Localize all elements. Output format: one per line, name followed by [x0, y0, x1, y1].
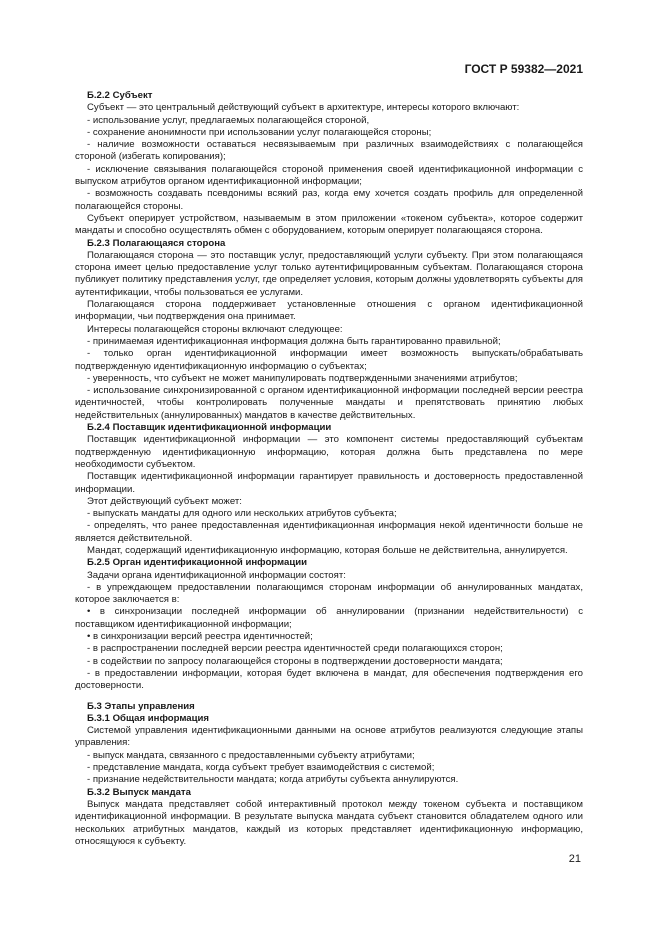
page-number: 21 [568, 853, 581, 865]
paragraph: - выпуск мандата, связанного с предоставленными субъекту атрибутами; [87, 749, 415, 761]
paragraph: Полагающаяся сторона — это поставщик услуг, предоставляющий услуги субъекту. При этом полагающаяся сторона имеет целью предоставление услуг только аутентифицированным субъектам. Полагающаяся сторона публикует политику представления услуг, где определяет условия, которым должны удовлетворять субъекты для аутентификации, чтобы пользоваться ее услугами. [75, 249, 583, 298]
paragraph: - исключение связывания полагающейся стороной применения своей идентификационной информации с выпуском атрибутов органом идентификационной информации; [75, 163, 583, 188]
paragraph: Выпуск мандата представляет собой интерактивный протокол между токеном субъекта и поставщиком идентификационной информации. В результате выпуска мандата субъект становится обладателем одного или нескольких атрибутных мандатов, каждый из которых представляет идентификационную информацию, относящуюся к субъекту. [75, 798, 583, 847]
paragraph: - представление мандата, когда субъект требует взаимодействия с системой; [87, 762, 435, 774]
section-heading: Б.3.1 Общая информация [87, 712, 210, 724]
paragraph: Системой управления идентификационными данными на основе атрибутов реализуются следующие этапы управления: [75, 725, 583, 749]
paragraph: - выпускать мандаты для одного или нескольких атрибутов субъекта; [87, 508, 397, 520]
paragraph: Задачи органа идентификационной информации состоят: [87, 569, 346, 581]
section-heading: Б.2.4 Поставщик идентификационной информации [87, 422, 332, 434]
section-heading: Б.3 Этапы управления [87, 700, 195, 712]
paragraph: - принимаемая идентификационная информация должна быть гарантированно правильной; [87, 335, 501, 347]
paragraph: - признание недействительности мандата; когда атрибуты субъекта аннулируются. [87, 774, 459, 786]
paragraph: Поставщик идентификационной информации гарантирует правильность и достоверность предоставленной информации. [75, 471, 583, 495]
document-code-header: ГОСТ Р 59382—2021 [464, 62, 583, 76]
paragraph: • в синхронизации версий реестра идентичностей; [87, 631, 313, 643]
section-heading: Б.2.5 Орган идентификационной информации [87, 557, 308, 569]
section-heading: Б.3.2 Выпуск мандата [87, 786, 191, 798]
paragraph: Мандат, содержащий идентификационную информацию, которая больше не действительна, аннулируется. [87, 544, 568, 556]
paragraph: - использование синхронизированной с органом идентификационной информации последней версии реестра идентичностей, чтобы контролировать полученные мандаты и препятствовать принятию любых недействительных (аннулированных) мандатов в качестве действительных. [75, 385, 583, 421]
paragraph: Субъект оперирует устройством, называемым в этом приложении «токеном субъекта», которое содержит мандаты и способно осуществлять обмен с оборудованием, которым оперирует полагающаяся сторона. [75, 212, 583, 237]
paragraph: - уверенность, что субъект не может манипулировать подтвержденными значениями атрибутов; [87, 372, 518, 384]
paragraph: - в распространении последней версии реестра идентичностей среди полагающихся сторон; [87, 643, 503, 655]
document-body [75, 90, 583, 848]
paragraph: - в упреждающем предоставлении полагающимся сторонам информации об аннулированных мандатах, которое заключается в: [75, 581, 583, 606]
paragraph: - сохранение анонимности при использовании услуг полагающейся стороны; [87, 126, 432, 138]
paragraph: - определять, что ранее предоставленная идентификационная информация некой идентичности больше не является действительной. [75, 520, 583, 544]
paragraph: Поставщик идентификационной информации — это компонент системы предоставляющий субъектам подтвержденную идентификационную информацию, которая должна быть представлена по мере необходимости субъектом. [75, 434, 583, 470]
paragraph: • в синхронизации последней информации об аннулировании (признании недействительности) с поставщиком идентификационной информации; [75, 606, 583, 630]
paragraph: - возможность создавать псевдонимы всякий раз, когда ему хочется создать профиль для определенной полагающейся стороны. [75, 188, 583, 212]
paragraph: - в содействии по запросу полагающейся стороны в подтверждении достоверности мандата; [87, 655, 503, 667]
paragraph: - использование услуг, предлагаемых полагающейся стороной, [87, 114, 370, 126]
section-heading: Б.2.3 Полагающаяся сторона [87, 237, 226, 249]
paragraph: Этот действующий субъект может: [87, 495, 242, 507]
paragraph: Полагающаяся сторона поддерживает установленные отношения с органом идентификационной информации, чьи подтверждения она принимает. [75, 299, 583, 323]
paragraph: - наличие возможности оставаться несвязываемым при различных взаимодействиях с полагающейся стороной (избегать копирования); [75, 139, 583, 163]
section-heading: Б.2.2 Субъект [87, 90, 153, 101]
paragraph: - только орган идентификационной информации имеет возможность выпускать/обрабатывать подтвержденную идентификационную информацию о субъектах; [75, 348, 583, 372]
paragraph: Интересы полагающейся стороны включают следующее: [87, 323, 343, 335]
paragraph: Субъект — это центральный действующий субъект в архитектуре, интересы которого включают: [87, 102, 520, 114]
paragraph: - в предоставлении информации, которая будет включена в мандат, для обеспечения подтверждения его достоверности. [75, 667, 583, 692]
